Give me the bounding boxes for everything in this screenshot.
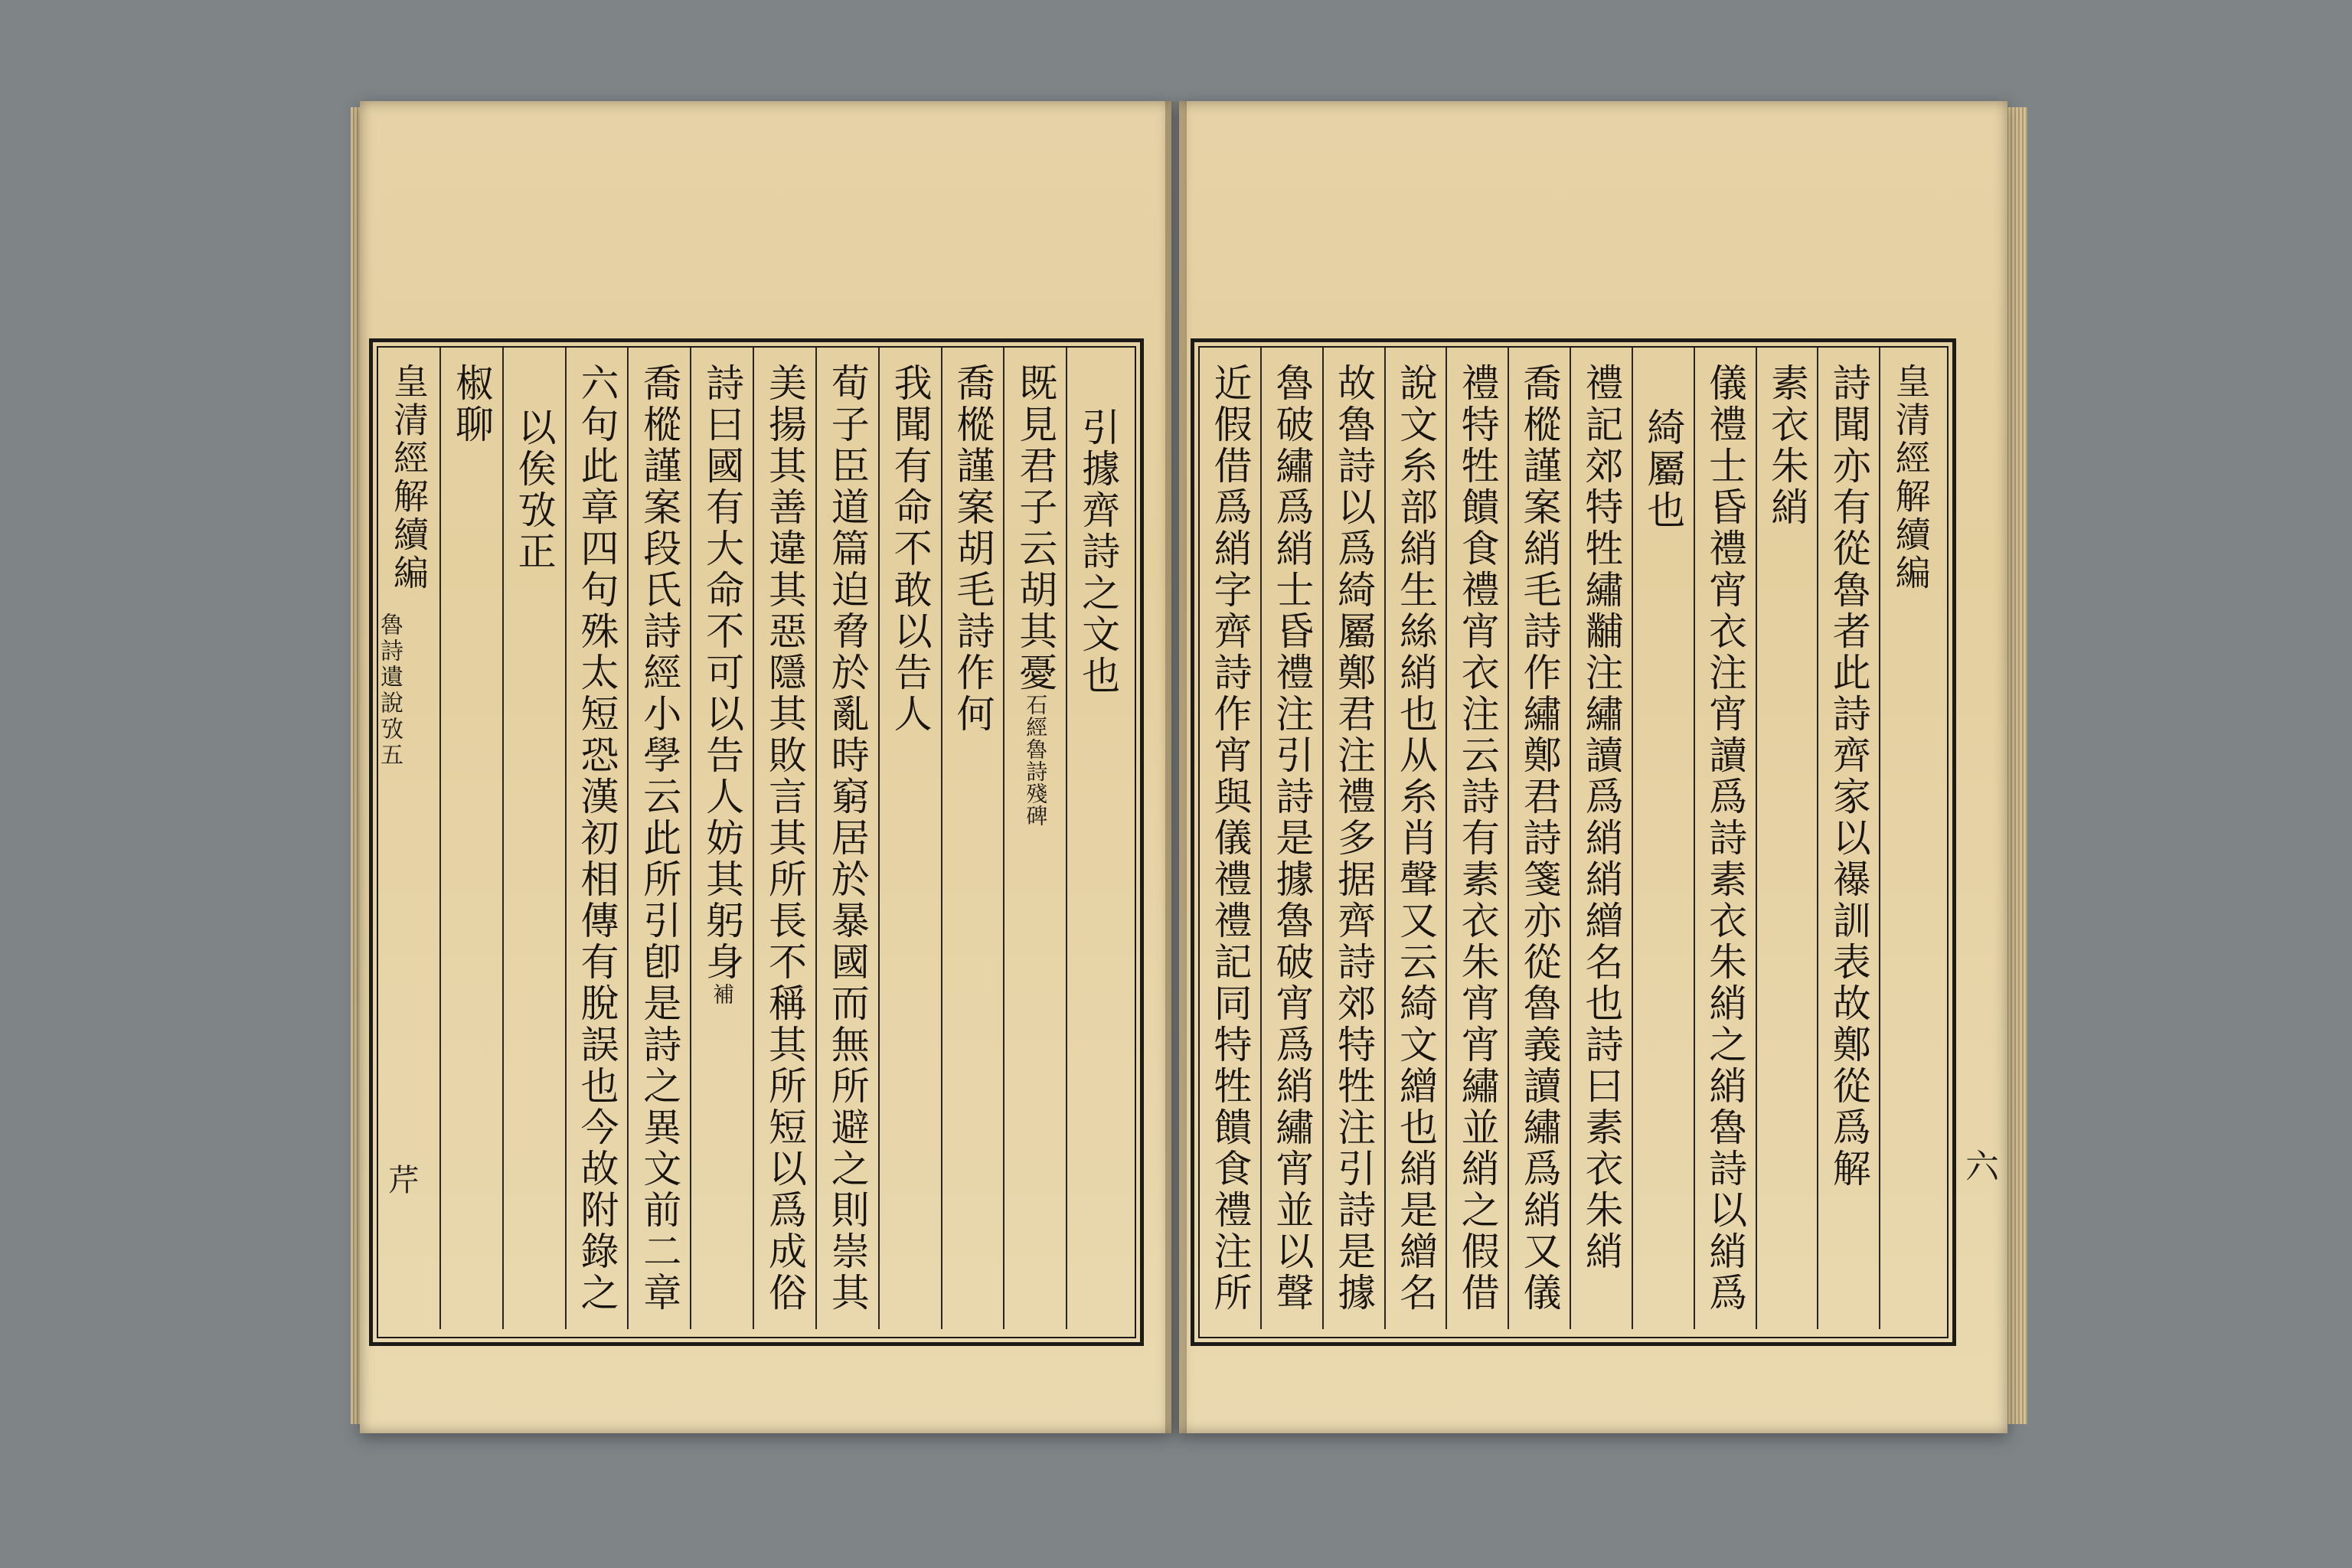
right-col-7: 喬樅謹案綃毛詩作繡鄭君詩箋亦從魯義讀繡爲綃又儀 (1508, 348, 1570, 1329)
stone-classic-note: 石經魯詩殘碑 (1023, 694, 1049, 827)
left-col-3: 喬樅謹案胡毛詩作何 (941, 348, 1004, 1329)
left-col-5: 荀子臣道篇迫脅於亂時窮居於暴國而無所避之則崇其 (815, 348, 878, 1329)
right-col-3: 素衣朱綃 (1756, 348, 1818, 1329)
left-page-columns (378, 348, 1129, 1329)
left-col-7: 詩曰國有大命不可以告人妨其躬身 補 (690, 348, 753, 1329)
book-gutter (1165, 101, 1187, 1433)
right-col-9: 說文糸部綃生絲綃也从糸肖聲又云綺文繒也綃是繒名 (1384, 348, 1446, 1329)
right-col-11: 魯破繡爲綃士昏禮注引詩是據魯破宵爲綃繡宵並以聲 (1260, 348, 1322, 1329)
left-col-9: 六句此章四句殊太短恐漢初相傳有脫誤也今故附錄之 (565, 348, 628, 1329)
left-col-6: 美揚其善違其惡隱其敗言其所長不稱其所短以爲成俗 (753, 348, 815, 1329)
fold-label: 魯詩遺說攷五 (376, 612, 403, 769)
left-col-11: 椒聊 (439, 348, 502, 1329)
right-col-1: 皇清經解續編 (1879, 348, 1941, 1329)
left-col-4: 我聞有命不敢以告人 (878, 348, 941, 1329)
supplement-note: 補 (710, 983, 736, 1005)
fold-page-number: 六 (1959, 1148, 1998, 1185)
right-col-6: 禮記郊特牲繡黼注繡讀爲綃綃繒名也詩曰素衣朱綃 (1570, 348, 1632, 1329)
corner-mark: 芹 (384, 1164, 419, 1197)
left-col-12: 皇清經解續編 (387, 363, 430, 593)
right-col-10: 故魯詩以爲綺屬鄭君注禮多据齊詩郊特牲注引詩是據 (1322, 348, 1384, 1329)
right-col-5: 綺屬也 (1632, 348, 1694, 1329)
right-page-columns (1200, 348, 1941, 1329)
right-col-12: 近假借爲綃字齊詩作宵與儀禮禮記同特牲饋食禮注所 (1207, 363, 1253, 1314)
left-col-1: 引據齊詩之文也 (1066, 348, 1129, 1329)
left-col-10: 以俟攷正 (502, 348, 565, 1329)
right-col-8: 禮特牲饋食禮宵衣注云詩有素衣朱宵宵繡並綃之假借 (1446, 348, 1508, 1329)
left-col-8: 喬樅謹案段氏詩經小學云此所引卽是詩之異文前二章 (627, 348, 690, 1329)
right-col-2: 詩聞亦有從魯者此詩齊家以襮訓表故鄭從爲解 (1817, 348, 1879, 1329)
left-col-2: 既見君子云胡其憂 石經魯詩殘碑 (1003, 348, 1066, 1329)
right-col-4: 儀禮士昏禮宵衣注宵讀爲詩素衣朱綃之綃魯詩以綃爲 (1694, 348, 1756, 1329)
